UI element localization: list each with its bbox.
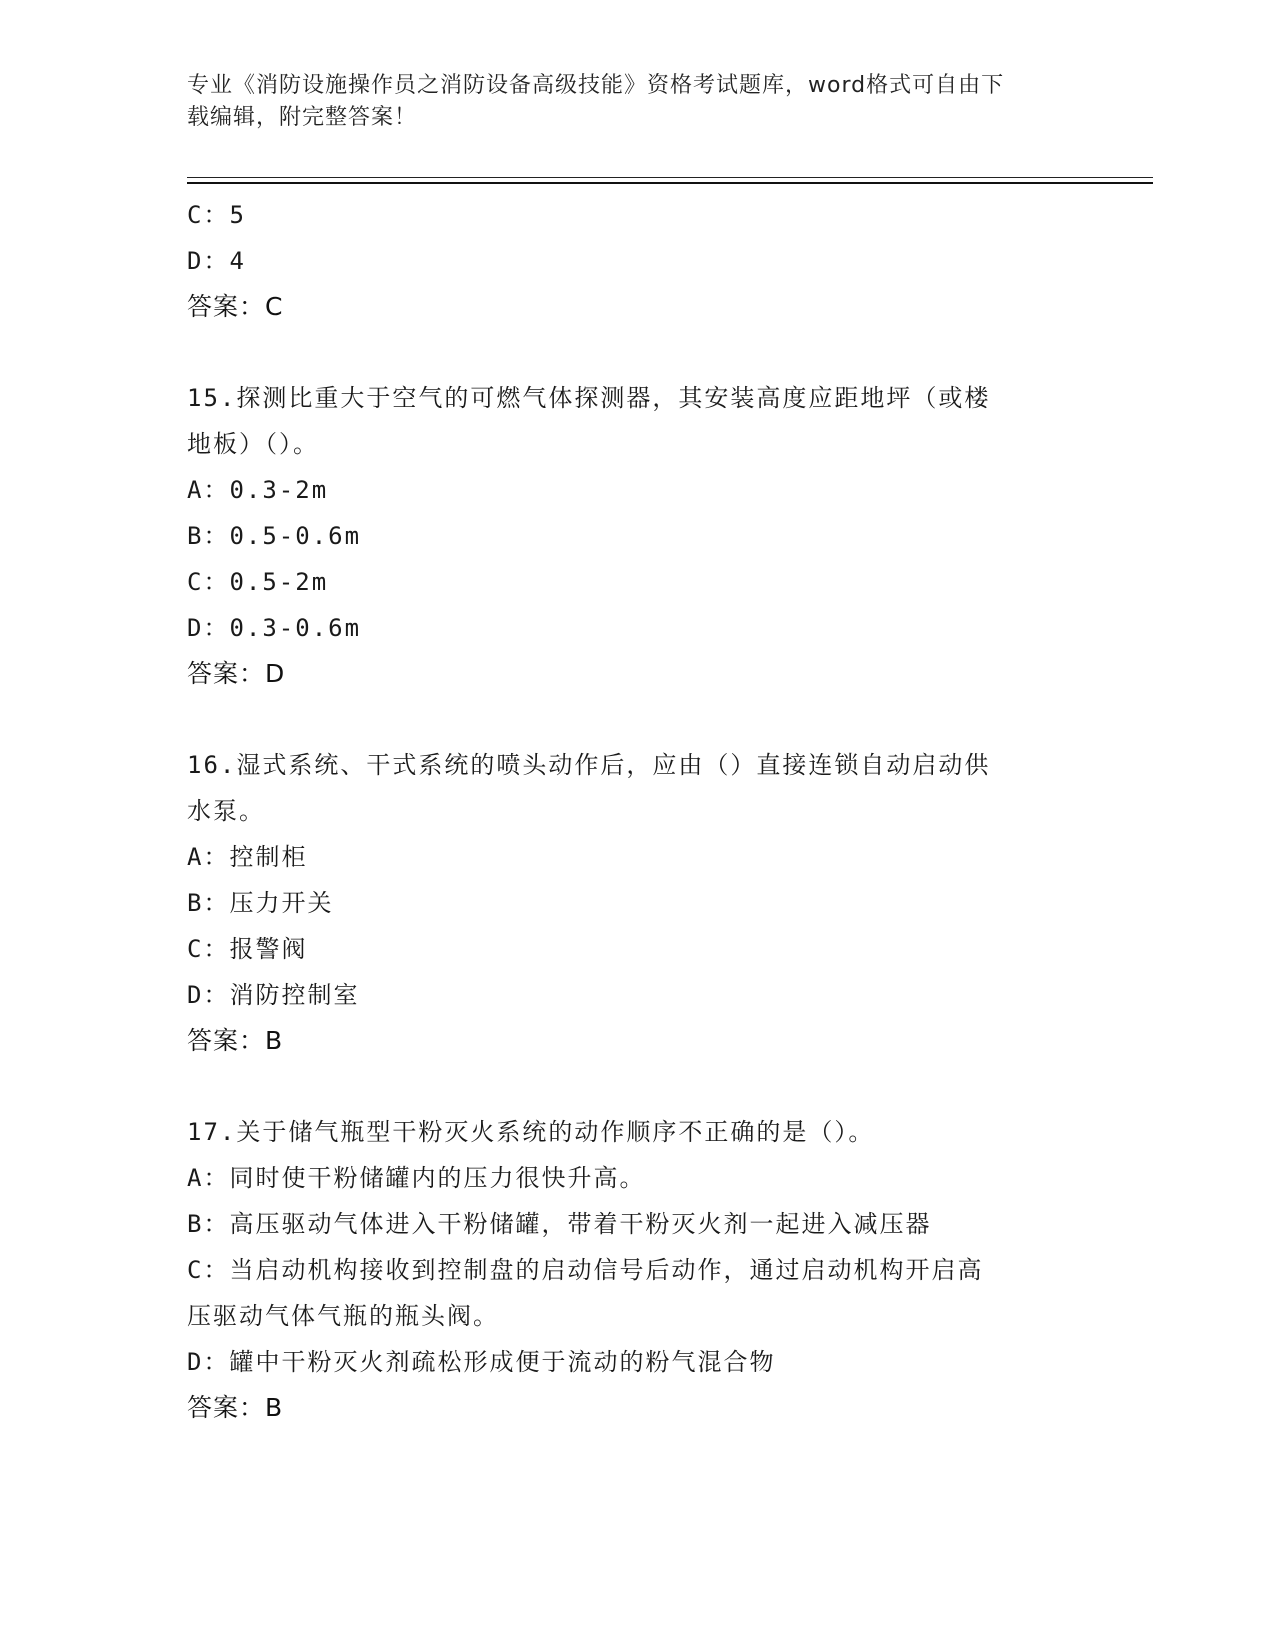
option-c: C：报警阀 [187, 935, 308, 963]
question-16 [187, 742, 1087, 1064]
document-header [187, 70, 1067, 134]
option-b: B：高压驱动气体进入干粉储罐，带着干粉灭火剂一起进入减压器 [187, 1210, 932, 1238]
option-d: D：罐中干粉灭火剂疏松形成便于流动的粉气混合物 [187, 1348, 776, 1376]
question-stem-line-1: 16.湿式系统、干式系统的喷头动作后，应由（）直接连锁自动启动供 [187, 751, 991, 779]
question-stem-line-2: 地板）（）。 [187, 430, 319, 458]
option-d: D：0.3-0.6m [187, 614, 362, 642]
option-c-continued: 压驱动气体气瓶的瓶头阀。 [187, 1302, 499, 1330]
header-rule-thin [187, 177, 1153, 178]
option-c: C：5 [187, 201, 246, 229]
question-list [187, 192, 1087, 1431]
answer-label: 答案：D [187, 659, 286, 688]
answer-label: 答案：B [187, 1393, 284, 1422]
option-b: B：0.5-0.6m [187, 522, 362, 550]
option-a: A：同时使干粉储罐内的压力很快升高。 [187, 1164, 646, 1192]
question-17 [187, 1109, 1087, 1431]
header-rule-thick [187, 182, 1153, 184]
option-b: B：压力开关 [187, 889, 334, 917]
option-c: C：当启动机构接收到控制盘的启动信号后动作，通过启动机构开启高 [187, 1256, 984, 1284]
option-a: A：控制柜 [187, 843, 308, 871]
header-line-1: 专业《消防设施操作员之消防设备高级技能》资格考试题库，word格式可自由下 [187, 73, 1005, 98]
question-14-tail [187, 192, 1087, 330]
option-d: D：消防控制室 [187, 981, 360, 1009]
answer-label: 答案：C [187, 292, 284, 321]
option-a: A：0.3-2m [187, 476, 329, 504]
option-d: D：4 [187, 247, 246, 275]
question-15 [187, 375, 1087, 697]
question-stem-line-2: 水泵。 [187, 797, 265, 825]
option-c: C：0.5-2m [187, 568, 329, 596]
question-stem-line-1: 15.探测比重大于空气的可燃气体探测器，其安装高度应距地坪（或楼 [187, 384, 991, 412]
header-line-2: 载编辑，附完整答案！ [187, 105, 418, 130]
question-stem-line-1: 17.关于储气瓶型干粉灭火系统的动作顺序不正确的是（）。 [187, 1118, 875, 1146]
answer-label: 答案：B [187, 1026, 284, 1055]
